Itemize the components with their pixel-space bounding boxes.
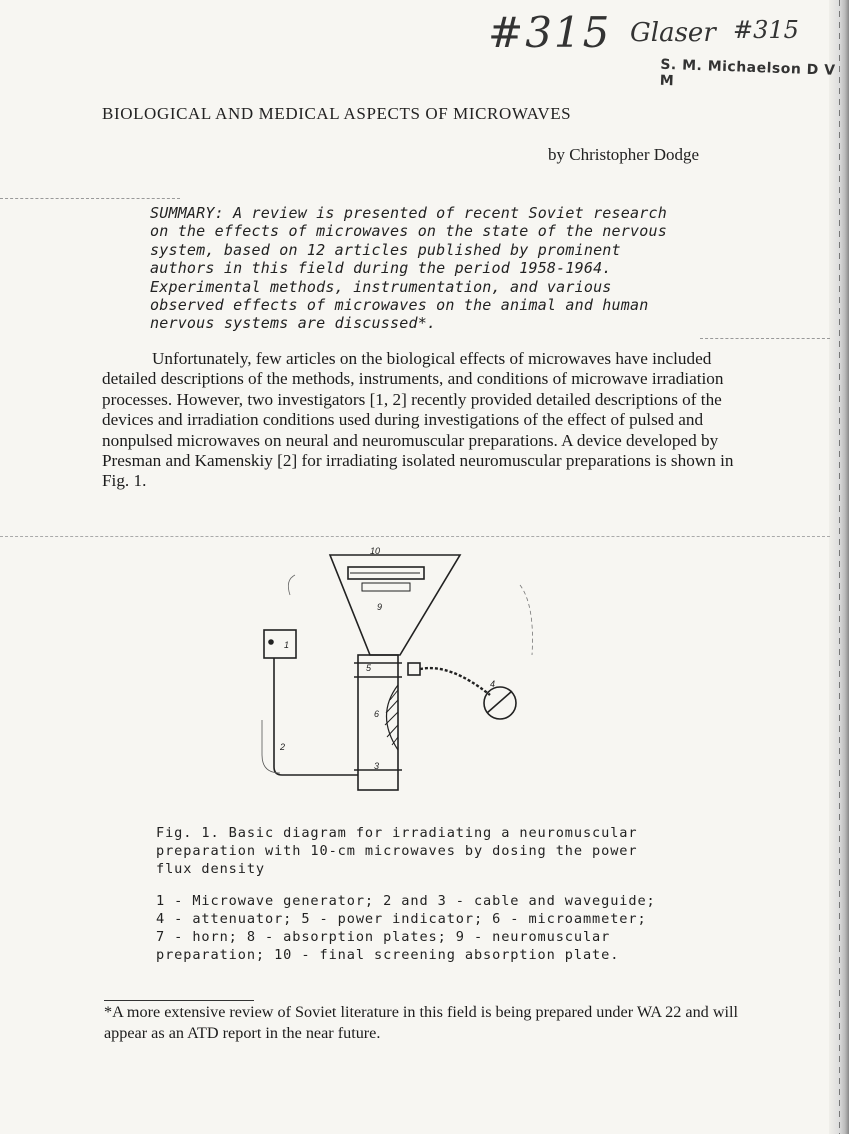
figure-diagram xyxy=(250,545,550,795)
scan-artifact xyxy=(0,198,180,199)
footnote: *A more extensive review of Soviet literature in this field is being prepared under WA 22 and will appear as an ATD report in the near future. xyxy=(104,1003,738,1042)
figure-caption: Fig. 1. Basic diagram for irradiating a neuromuscular preparation with 10-cm microwaves by dosing the power flux density xyxy=(156,825,638,877)
page-title: BIOLOGICAL AND MEDICAL ASPECTS OF MICROWAVES xyxy=(102,104,572,123)
stamp: S. M. Michaelson D V M xyxy=(659,56,836,90)
handwritten-name: Glaser xyxy=(630,18,716,48)
body-paragraph xyxy=(102,349,762,492)
summary-paragraph: SUMMARY: A review is presented of recent Soviet research on the effects of microwaves on the state of the nervous system, based on 12 articles published by prominent authors in this field during the period 1958-1964. Experimental methods, instrumentation, and various observed effects of microwaves on the animal and human nervous systems are discussed*. xyxy=(150,204,667,333)
figure-label-1: 1 xyxy=(284,640,290,650)
footnote-rule xyxy=(104,1000,254,1001)
figure-label-3: 3 xyxy=(374,761,380,771)
handwritten-number-2: #315 xyxy=(733,16,799,44)
handwritten-number: #315 xyxy=(488,8,612,57)
body-text: Unfortunately, few articles on the biological effects of microwaves have included detailed descriptions of the methods, instruments, and conditions of microwave irradiation processes. However, two investigators [1, 2] recently provided detailed descriptions of the devices and irradiation conditions used during investigations of the effect of pulsed and nonpulsed microwaves on neural and neuromuscular preparations. A device developed by Presman and Kamenskiy [2] for irradiating isolated neuromuscular preparations is shown in Fig. 1. xyxy=(102,349,734,491)
author-line: by Christopher Dodge xyxy=(548,145,700,164)
figure-label-9: 9 xyxy=(377,602,383,612)
figure-label-10: 10 xyxy=(370,546,381,556)
scan-artifact xyxy=(0,536,830,537)
figure-label-6: 6 xyxy=(374,709,380,719)
figure-label-5: 5 xyxy=(366,663,372,673)
page-edge xyxy=(829,0,849,1134)
figure-legend: 1 - Microwave generator; 2 and 3 - cable and waveguide; 4 - attenuator; 5 - power indicator; 6 - microammeter; 7 - horn; 8 - absorption plates; 9 - neuromuscular preparation; 10 - final screening absorption plate. xyxy=(156,893,656,963)
figure-label-4: 4 xyxy=(490,679,496,689)
scan-artifact xyxy=(700,338,830,339)
figure-label-2: 2 xyxy=(280,742,286,752)
